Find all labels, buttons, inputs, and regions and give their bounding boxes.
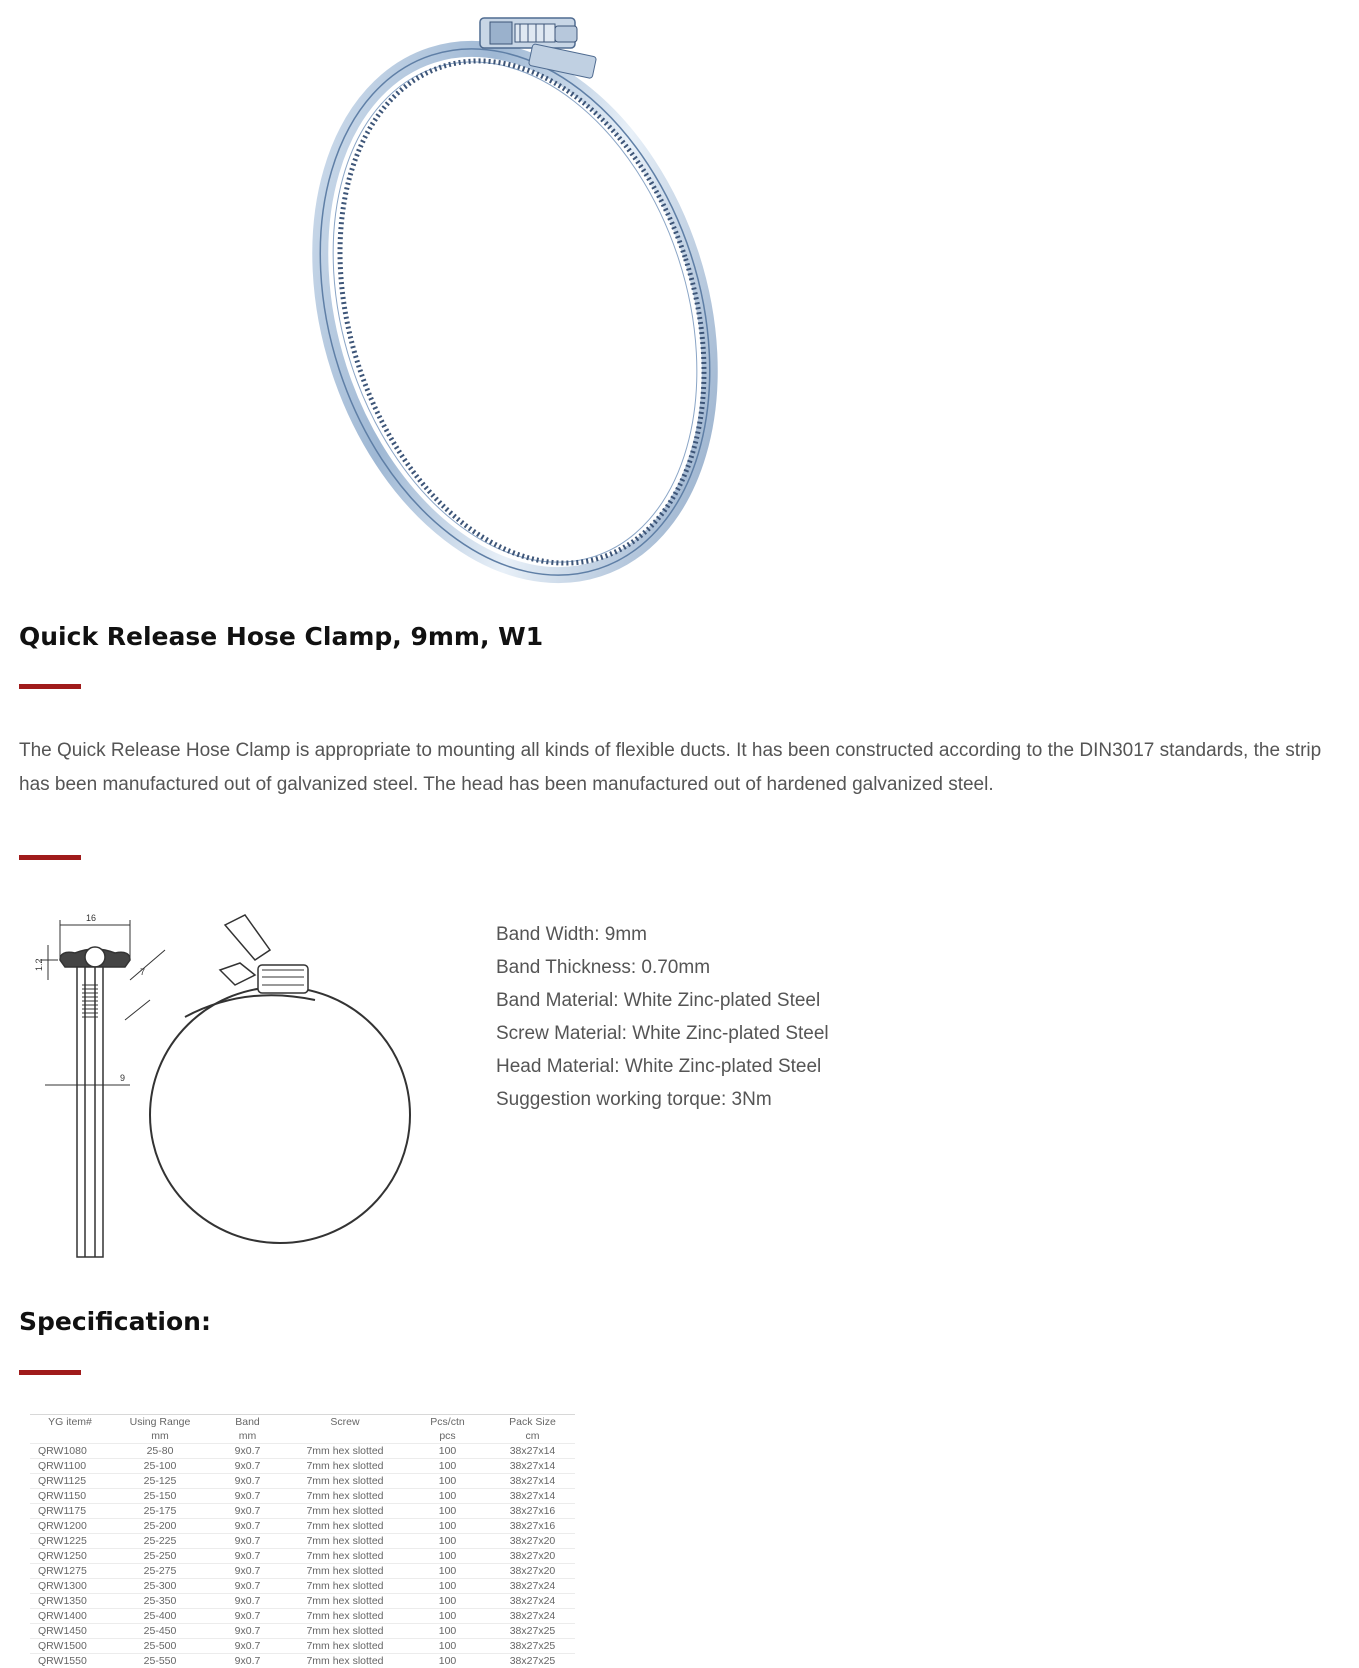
table-cell: 9x0.7 — [210, 1489, 285, 1504]
table-row — [30, 1444, 575, 1459]
table-cell: 25-300 — [110, 1579, 210, 1594]
col-item: YG item# — [30, 1415, 110, 1430]
table-cell: 25-175 — [110, 1504, 210, 1519]
table-cell: 100 — [405, 1579, 490, 1594]
col-pcs: Pcs/ctn — [405, 1415, 490, 1430]
table-units-row — [30, 1429, 575, 1444]
table-cell: 7mm hex slotted — [285, 1564, 405, 1579]
table-cell: 7mm hex slotted — [285, 1549, 405, 1564]
unit-pack: cm — [490, 1429, 575, 1444]
col-pack: Pack Size — [490, 1415, 575, 1430]
table-cell: QRW1150 — [30, 1489, 110, 1504]
product-image — [300, 0, 800, 585]
technical-drawing — [30, 905, 460, 1260]
table-row — [30, 1534, 575, 1549]
product-description: The Quick Release Hose Clamp is appropriate to mounting all kinds of flexible ducts. It has been constructed according to the DIN3017 standards, the strip has been manufactured out of galvanized steel. The head has been manufactured out of hardened galvanized steel. — [19, 734, 1349, 802]
table-cell: 25-550 — [110, 1654, 210, 1668]
col-screw: Screw — [285, 1415, 405, 1430]
table-cell: 100 — [405, 1609, 490, 1624]
table-cell: 38x27x14 — [490, 1474, 575, 1489]
table-row — [30, 1639, 575, 1654]
table-cell: 100 — [405, 1564, 490, 1579]
property-screw-material: Screw Material: White Zinc-plated Steel — [496, 1017, 829, 1050]
table-cell: 9x0.7 — [210, 1444, 285, 1459]
property-head-material: Head Material: White Zinc-plated Steel — [496, 1050, 829, 1083]
clamp-band — [300, 0, 774, 585]
table-cell: 38x27x24 — [490, 1594, 575, 1609]
property-band-material: Band Material: White Zinc-plated Steel — [496, 984, 829, 1017]
table-cell: QRW1200 — [30, 1519, 110, 1534]
table-cell: 25-450 — [110, 1624, 210, 1639]
front-view — [150, 915, 410, 1243]
table-cell: QRW1100 — [30, 1459, 110, 1474]
table-cell: QRW1400 — [30, 1609, 110, 1624]
table-cell: 7mm hex slotted — [285, 1489, 405, 1504]
table-cell: 38x27x14 — [490, 1489, 575, 1504]
table-cell: 38x27x20 — [490, 1534, 575, 1549]
table-cell: 100 — [405, 1534, 490, 1549]
table-header-row — [30, 1415, 575, 1430]
table-cell: 7mm hex slotted — [285, 1519, 405, 1534]
table-cell: 100 — [405, 1504, 490, 1519]
property-band-width: Band Width: 9mm — [496, 918, 829, 951]
table-cell: 100 — [405, 1654, 490, 1668]
table-cell: 7mm hex slotted — [285, 1534, 405, 1549]
table-row — [30, 1459, 575, 1474]
table-cell: QRW1225 — [30, 1534, 110, 1549]
table-cell: 100 — [405, 1474, 490, 1489]
table-cell: 100 — [405, 1624, 490, 1639]
table-cell: 38x27x20 — [490, 1564, 575, 1579]
table-cell: 38x27x20 — [490, 1549, 575, 1564]
table-cell: QRW1275 — [30, 1564, 110, 1579]
product-properties — [496, 918, 829, 1116]
table-cell: 9x0.7 — [210, 1474, 285, 1489]
table-row — [30, 1549, 575, 1564]
unit-range: mm — [110, 1429, 210, 1444]
product-title: Quick Release Hose Clamp, 9mm, W1 — [19, 622, 543, 651]
col-band: Band — [210, 1415, 285, 1430]
table-row — [30, 1594, 575, 1609]
col-range: Using Range — [110, 1415, 210, 1430]
table-cell: 25-225 — [110, 1534, 210, 1549]
table-cell: 25-150 — [110, 1489, 210, 1504]
title-divider — [19, 684, 81, 689]
table-cell: 9x0.7 — [210, 1609, 285, 1624]
table-cell: 9x0.7 — [210, 1564, 285, 1579]
table-cell: 38x27x14 — [490, 1444, 575, 1459]
unit-item — [30, 1429, 110, 1444]
table-cell: QRW1080 — [30, 1444, 110, 1459]
table-cell: 100 — [405, 1594, 490, 1609]
table-cell: 9x0.7 — [210, 1519, 285, 1534]
table-cell: QRW1500 — [30, 1639, 110, 1654]
unit-band: mm — [210, 1429, 285, 1444]
table-cell: 9x0.7 — [210, 1639, 285, 1654]
table-cell: 9x0.7 — [210, 1459, 285, 1474]
table-cell: 38x27x24 — [490, 1609, 575, 1624]
table-cell: 7mm hex slotted — [285, 1444, 405, 1459]
specification-heading: Specification: — [19, 1307, 211, 1336]
property-band-thickness: Band Thickness: 0.70mm — [496, 951, 829, 984]
table-cell: QRW1300 — [30, 1579, 110, 1594]
table-cell: 9x0.7 — [210, 1654, 285, 1668]
table-cell: 38x27x25 — [490, 1624, 575, 1639]
table-row — [30, 1564, 575, 1579]
table-cell: 9x0.7 — [210, 1579, 285, 1594]
table-cell: 100 — [405, 1519, 490, 1534]
table-row — [30, 1519, 575, 1534]
table-cell: 25-500 — [110, 1639, 210, 1654]
table-cell: 7mm hex slotted — [285, 1624, 405, 1639]
dim-width-label: 16 — [86, 913, 96, 923]
table-cell: QRW1175 — [30, 1504, 110, 1519]
table-row — [30, 1624, 575, 1639]
table-cell: 7mm hex slotted — [285, 1459, 405, 1474]
table-cell: 100 — [405, 1549, 490, 1564]
table-cell: 9x0.7 — [210, 1534, 285, 1549]
table-cell: 25-125 — [110, 1474, 210, 1489]
table-cell: 9x0.7 — [210, 1594, 285, 1609]
table-cell: 25-400 — [110, 1609, 210, 1624]
table-cell: 38x27x25 — [490, 1654, 575, 1668]
unit-pcs: pcs — [405, 1429, 490, 1444]
table-cell: 100 — [405, 1459, 490, 1474]
specification-divider — [19, 1370, 81, 1375]
table-cell: 7mm hex slotted — [285, 1609, 405, 1624]
dim-height-label: 1.2 — [34, 958, 44, 971]
table-row — [30, 1474, 575, 1489]
table-cell: 7mm hex slotted — [285, 1639, 405, 1654]
table-cell: 9x0.7 — [210, 1549, 285, 1564]
table-cell: 25-275 — [110, 1564, 210, 1579]
specification-table — [30, 1414, 575, 1668]
table-cell: 38x27x14 — [490, 1459, 575, 1474]
table-body — [30, 1444, 575, 1668]
table-row — [30, 1579, 575, 1594]
table-cell: QRW1550 — [30, 1654, 110, 1668]
table-cell: 7mm hex slotted — [285, 1654, 405, 1668]
table-cell: QRW1350 — [30, 1594, 110, 1609]
table-cell: 100 — [405, 1639, 490, 1654]
unit-screw — [285, 1429, 405, 1444]
property-torque: Suggestion working torque: 3Nm — [496, 1083, 829, 1116]
table-cell: 38x27x16 — [490, 1519, 575, 1534]
table-cell: QRW1125 — [30, 1474, 110, 1489]
dim-angle-label: 7 — [140, 967, 145, 977]
table-cell: 25-350 — [110, 1594, 210, 1609]
table-cell: 25-200 — [110, 1519, 210, 1534]
table-cell: 38x27x16 — [490, 1504, 575, 1519]
table-cell: 38x27x24 — [490, 1579, 575, 1594]
table-cell: 100 — [405, 1444, 490, 1459]
table-cell: QRW1450 — [30, 1624, 110, 1639]
table-cell: 25-80 — [110, 1444, 210, 1459]
table-cell: 25-250 — [110, 1549, 210, 1564]
table-cell: 38x27x25 — [490, 1639, 575, 1654]
table-row — [30, 1489, 575, 1504]
table-cell: 9x0.7 — [210, 1504, 285, 1519]
section-divider — [19, 855, 81, 860]
table-cell: 7mm hex slotted — [285, 1474, 405, 1489]
table-cell: 9x0.7 — [210, 1624, 285, 1639]
table-cell: 7mm hex slotted — [285, 1579, 405, 1594]
table-row — [30, 1504, 575, 1519]
side-view — [34, 913, 165, 1257]
table-cell: 25-100 — [110, 1459, 210, 1474]
dim-band-label: 9 — [120, 1073, 125, 1083]
table-cell: 100 — [405, 1489, 490, 1504]
table-row — [30, 1609, 575, 1624]
table-cell: 7mm hex slotted — [285, 1594, 405, 1609]
table-cell: QRW1250 — [30, 1549, 110, 1564]
table-cell: 7mm hex slotted — [285, 1504, 405, 1519]
